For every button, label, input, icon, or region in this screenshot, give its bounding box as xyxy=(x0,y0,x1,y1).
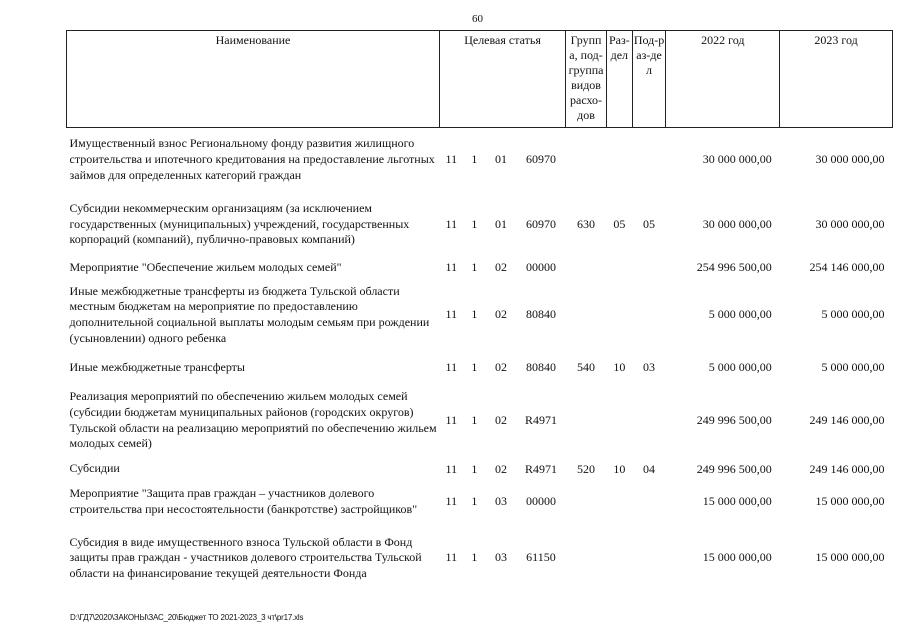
row-section xyxy=(607,478,633,526)
row-t4: 60970 xyxy=(525,216,556,231)
row-2022: 15 000 000,00 xyxy=(702,493,772,508)
row-group xyxy=(566,478,607,526)
row-subsection xyxy=(632,478,666,526)
header-expense-group: Группа, под-группа видов расхо-дов xyxy=(566,31,607,128)
row-2022: 15 000 000,00 xyxy=(702,550,772,565)
row-2022: 30 000 000,00 xyxy=(702,151,772,166)
row-2023: 254 146 000,00 xyxy=(809,259,885,274)
row-section xyxy=(607,128,633,192)
table-row xyxy=(67,526,893,591)
row-subsection: 03 xyxy=(643,359,656,374)
row-section: 10 xyxy=(613,461,626,476)
row-name: Субсидии некоммерческим организациям (за исключением государственных (муниципальных) учреждений, государственных корпораций (компаний), публично-правовых компаний) xyxy=(69,201,410,247)
row-t3: 02 xyxy=(494,461,507,476)
row-name: Мероприятие "Защита прав граждан – участников долевого строительства при несостоятельности (банкротстве) застройщиков" xyxy=(69,485,418,516)
row-2023: 5 000 000,00 xyxy=(821,307,885,322)
row-2022: 5 000 000,00 xyxy=(708,359,772,374)
row-t2: 1 xyxy=(471,307,478,322)
table-row xyxy=(67,278,893,353)
row-group xyxy=(566,526,607,591)
row-group xyxy=(566,258,607,278)
row-t3: 01 xyxy=(494,216,507,231)
row-t2: 1 xyxy=(471,216,478,231)
row-name: Иные межбюджетные трансферты из бюджета Тульской области местным бюджетам на мероприятие по предоставлению дополнительной социальной выплаты молодым семьям при рождении (усыновлении) одного ребенка xyxy=(69,283,430,345)
row-2023: 30 000 000,00 xyxy=(815,151,885,166)
row-t1: 11 xyxy=(445,259,458,274)
row-subsection xyxy=(632,278,666,353)
row-group: 630 xyxy=(577,216,596,231)
row-subsection: 05 xyxy=(643,216,656,231)
row-t3: 02 xyxy=(494,307,507,322)
row-2022: 30 000 000,00 xyxy=(702,216,772,231)
row-t2: 1 xyxy=(471,550,478,565)
row-group xyxy=(566,383,607,459)
row-name: Иные межбюджетные трансферты xyxy=(69,359,245,374)
row-t2: 1 xyxy=(471,461,478,476)
row-t2: 1 xyxy=(471,259,478,274)
row-t1: 11 xyxy=(445,461,458,476)
row-subsection xyxy=(632,383,666,459)
header-year-2022: 2022 год xyxy=(666,31,780,128)
row-t1: 11 xyxy=(445,493,458,508)
row-name: Мероприятие "Обеспечение жильем молодых семей" xyxy=(69,259,342,274)
row-2023: 249 146 000,00 xyxy=(809,461,885,476)
row-name: Реализация мероприятий по обеспечению жильем молодых семей (субсидии бюджетам муниципальных районов (городских округов) Тульской области на реализацию мероприятий по обеспечению жильем молодых семей) xyxy=(69,389,437,451)
row-t4: 80840 xyxy=(525,307,556,322)
header-section: Раз-дел xyxy=(607,31,633,128)
budget-table xyxy=(66,30,893,591)
row-t4: 61150 xyxy=(526,550,556,565)
row-t4: 80840 xyxy=(525,359,556,374)
row-2023: 249 146 000,00 xyxy=(809,412,885,427)
row-t4: 00000 xyxy=(525,493,556,508)
row-t1: 11 xyxy=(445,151,458,166)
row-subsection: 04 xyxy=(643,461,656,476)
row-2022: 254 996 500,00 xyxy=(696,259,772,274)
row-name: Субсидия в виде имущественного взноса Тульской области в Фонд защиты прав граждан - участников долевого строительства Тульской области на финансирование текущей деятельности Фонда xyxy=(69,534,422,580)
table-row xyxy=(67,353,893,383)
row-name: Имущественный взнос Региональному фонду развития жилищного строительства и ипотечного кредитования на предоставление льготных займов для определенных категорий граждан xyxy=(69,136,435,182)
table-row xyxy=(67,258,893,278)
file-path-footer: D:\ГД7\2020\ЗАКОНЫ\ЗАС_20\Бюджет ТО 2021-2023_3 чт\pr17.xls xyxy=(70,613,304,622)
page-number: 60 xyxy=(472,13,483,25)
row-t1: 11 xyxy=(445,412,458,427)
row-2023: 30 000 000,00 xyxy=(815,216,885,231)
table-row xyxy=(67,383,893,459)
row-t3: 03 xyxy=(494,550,507,565)
row-t1: 11 xyxy=(445,216,458,231)
row-section: 05 xyxy=(613,216,626,231)
row-t2: 1 xyxy=(471,493,478,508)
row-t1: 11 xyxy=(445,307,458,322)
row-t2: 1 xyxy=(471,412,478,427)
table-row xyxy=(67,192,893,258)
row-section: 10 xyxy=(613,359,626,374)
header-subsection: Под-раз-дел xyxy=(632,31,666,128)
row-t3: 02 xyxy=(494,359,507,374)
row-2023: 15 000 000,00 xyxy=(815,493,885,508)
row-section xyxy=(607,383,633,459)
row-2022: 5 000 000,00 xyxy=(708,307,772,322)
row-subsection xyxy=(632,128,666,192)
table-row xyxy=(67,478,893,526)
row-2023: 15 000 000,00 xyxy=(815,550,885,565)
header-target-article: Целевая статья xyxy=(440,31,566,128)
row-t4: R4971 xyxy=(524,412,557,427)
row-2022: 249 996 500,00 xyxy=(696,412,772,427)
row-t2: 1 xyxy=(471,359,478,374)
row-t3: 01 xyxy=(494,151,507,166)
row-t4: 00000 xyxy=(525,259,556,274)
row-group: 540 xyxy=(577,359,596,374)
row-section xyxy=(607,526,633,591)
row-subsection xyxy=(632,258,666,278)
header-year-2023: 2023 год xyxy=(780,31,893,128)
row-2023: 5 000 000,00 xyxy=(821,359,885,374)
row-section xyxy=(607,258,633,278)
row-t4: R4971 xyxy=(524,461,557,476)
table-row xyxy=(67,128,893,192)
row-t1: 11 xyxy=(445,550,458,565)
row-2022: 249 996 500,00 xyxy=(696,461,772,476)
table-row xyxy=(67,459,893,478)
row-t3: 02 xyxy=(494,259,507,274)
row-t1: 11 xyxy=(445,359,458,374)
row-t3: 02 xyxy=(494,412,507,427)
row-group xyxy=(566,278,607,353)
row-section xyxy=(607,278,633,353)
row-t2: 1 xyxy=(471,151,478,166)
row-group xyxy=(566,128,607,192)
row-subsection xyxy=(632,526,666,591)
row-t3: 03 xyxy=(494,493,507,508)
header-name: Наименование xyxy=(67,31,440,128)
row-group: 520 xyxy=(577,461,596,476)
row-name: Субсидии xyxy=(69,460,120,475)
row-t4: 60970 xyxy=(525,151,556,166)
